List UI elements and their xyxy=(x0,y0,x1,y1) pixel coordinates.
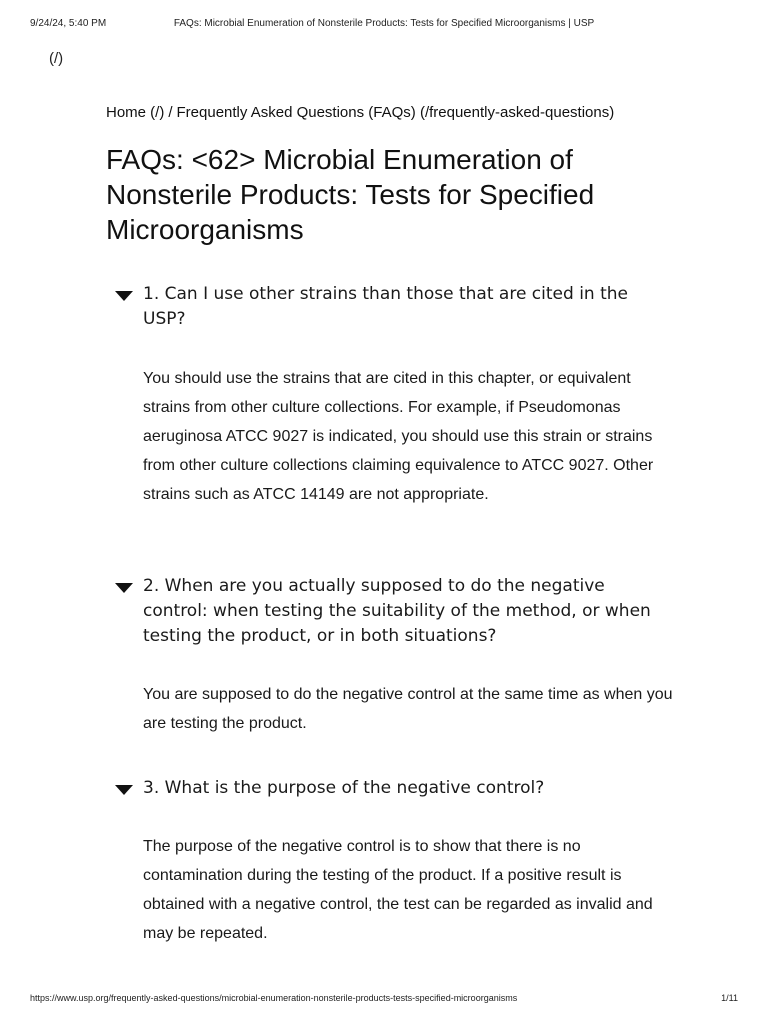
faq-question-text: 1. Can I use other strains than those that are cited in the USP? xyxy=(143,284,628,329)
caret-down-icon xyxy=(115,583,133,593)
faq-item xyxy=(113,776,673,948)
breadcrumb-separator: / xyxy=(168,104,173,121)
breadcrumb-faqs-link[interactable]: Frequently Asked Questions (FAQs) (/frequently-asked-questions) xyxy=(176,104,615,121)
page-title: FAQs: <62> Microbial Enumeration of Nonsterile Products: Tests for Specified Microorganisms xyxy=(106,144,595,245)
print-page-number: 1/11 xyxy=(721,993,738,1003)
print-document-title: FAQs: Microbial Enumeration of Nonsterile Products: Tests for Specified Microorganisms | USP xyxy=(173,18,595,29)
print-footer xyxy=(30,993,738,1007)
faq-question-toggle[interactable] xyxy=(113,574,673,649)
print-header xyxy=(30,18,738,32)
faq-question-toggle[interactable] xyxy=(113,776,673,801)
logo-link[interactable]: (/) xyxy=(49,50,64,67)
breadcrumb-home-link[interactable]: Home (/) xyxy=(106,104,165,121)
faq-question-text: 3. What is the purpose of the negative control? xyxy=(143,778,545,798)
faq-answer: You are supposed to do the negative control at the same time as when you are testing the product. xyxy=(143,686,673,732)
faq-question-toggle[interactable] xyxy=(113,282,673,332)
breadcrumb xyxy=(106,104,614,121)
faq-answer: The purpose of the negative control is to show that there is no contamination during the testing of the product. If a positive result is obtained with a negative control, the test can be regarded as invalid and may be repeated. xyxy=(143,838,653,942)
caret-down-icon xyxy=(115,291,133,301)
faq-item xyxy=(113,574,673,738)
print-datetime: 9/24/24, 5:40 PM xyxy=(30,18,107,29)
faq-item xyxy=(113,282,673,509)
caret-down-icon xyxy=(115,785,133,795)
faq-answer: You should use the strains that are cited in this chapter, or equivalent strains from other culture collections. For example, if Pseudomonas aeruginosa ATCC 9027 is indicated, you should use this strain or strains from other culture collections claiming equivalence to ATCC 9027. Other strains such as ATCC 14149 are not appropriate. xyxy=(143,370,654,503)
faq-question-text: 2. When are you actually supposed to do the negative control: when testing the suitability of the method, or when testing the product, or in both situations? xyxy=(143,576,651,646)
print-footer-url: https://www.usp.org/frequently-asked-questions/microbial-enumeration-nonsterile-products-tests-specified-microorganisms xyxy=(30,993,518,1003)
